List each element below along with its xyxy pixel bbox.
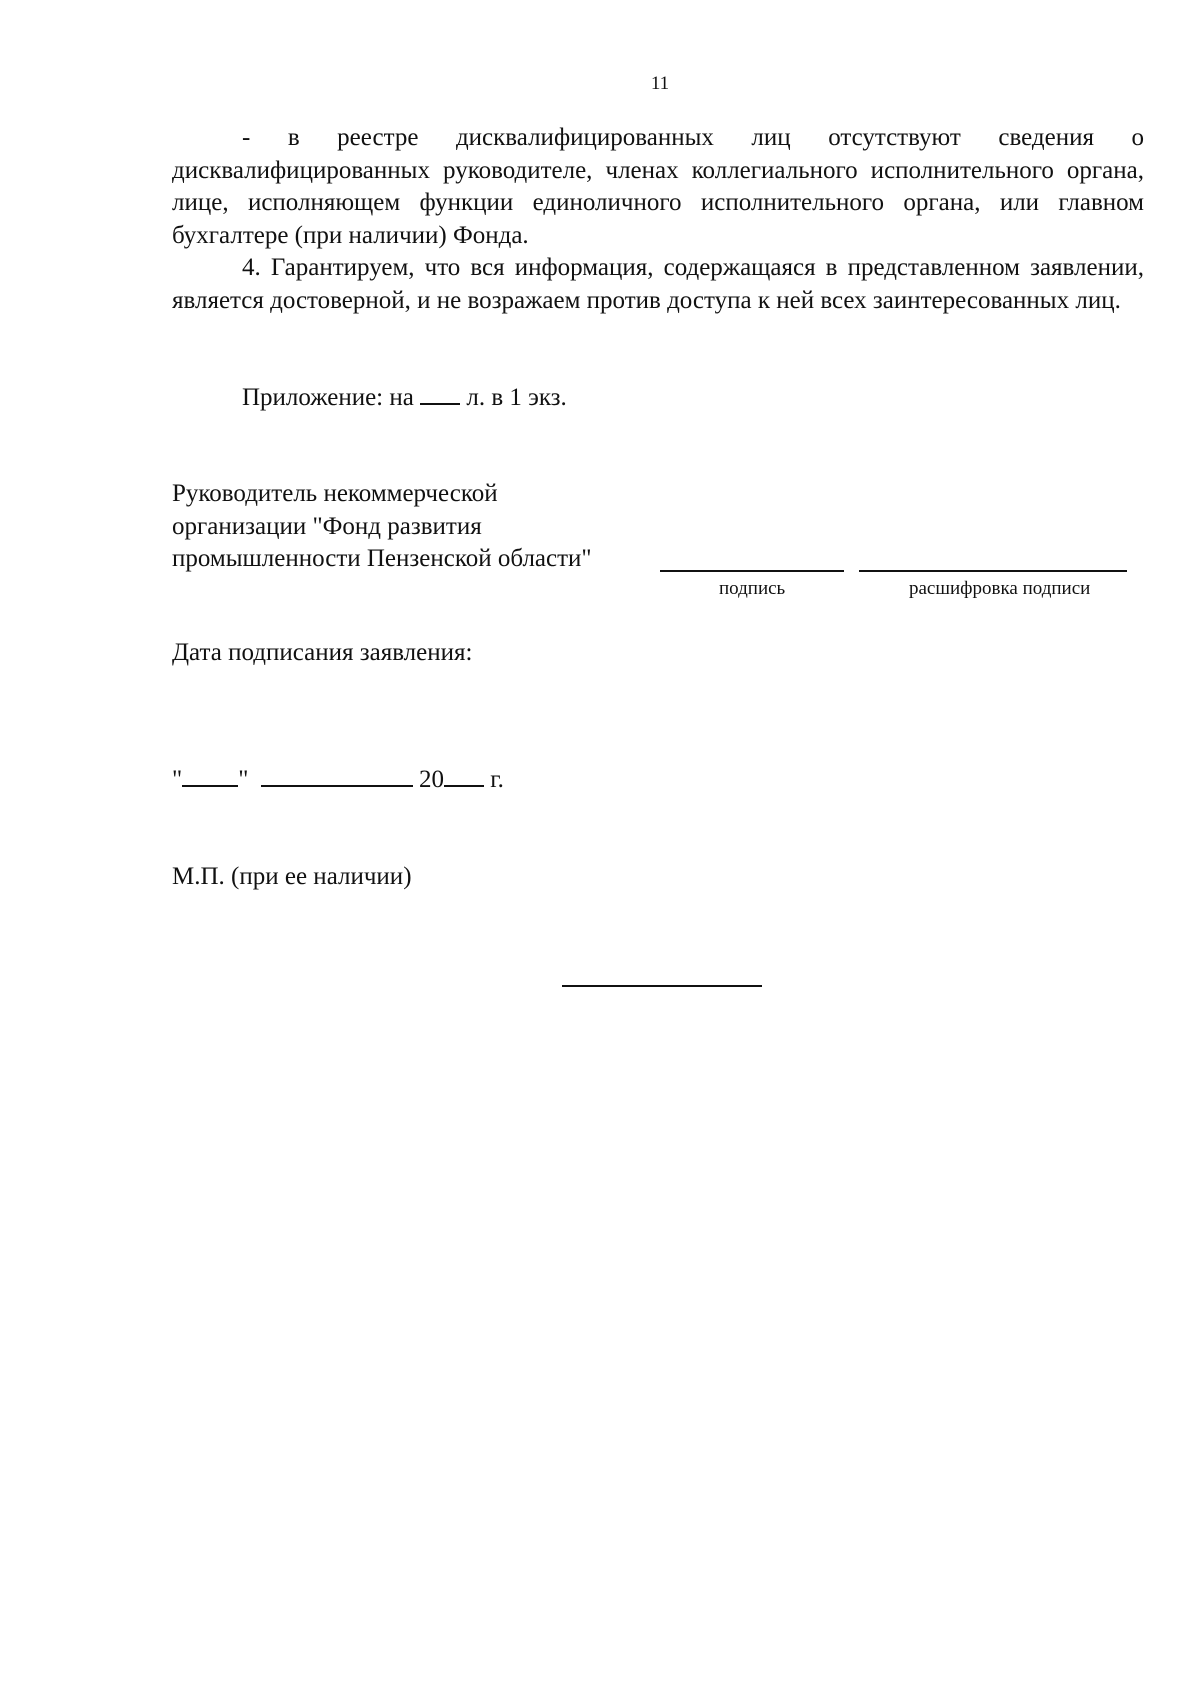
stamp-note: М.П. (при ее наличии) — [172, 863, 412, 890]
day-blank — [182, 784, 238, 787]
date-close-quote: " — [238, 766, 249, 793]
page-number: 11 — [650, 73, 670, 94]
date-fill-line — [172, 764, 504, 796]
year-suffix: г. — [490, 766, 504, 793]
body-text — [172, 122, 1144, 317]
annex-pages-blank — [420, 402, 460, 405]
year-prefix: 20 — [418, 766, 444, 793]
month-blank — [261, 784, 413, 787]
signer-line-3: промышленности Пензенской области" — [172, 545, 592, 572]
year-blank — [444, 784, 484, 787]
signing-date-label: Дата подписания заявления: — [172, 639, 473, 666]
annex-suffix: л. в 1 экз. — [466, 384, 567, 411]
paragraph-disqualified-registry: - в реестре дисквалифицированных лиц отсутствуют сведения о дисквалифицированных руководителе, членах коллегиального исполнительного органа, лице, исполняющем функции единоличного исполнительного органа, или главном бухгалтере (при наличии) Фонда. — [172, 124, 1144, 249]
end-of-document-rule — [562, 985, 762, 987]
signature-decoding-caption: расшифровка подписи — [909, 578, 1091, 599]
signature-blank-line — [660, 570, 844, 572]
date-open-quote: " — [172, 766, 183, 793]
annex-prefix: Приложение: на — [242, 384, 414, 411]
paragraph-guarantee: 4. Гарантируем, что вся информация, содержащаяся в представленном заявлении, является достоверной, и не возражаем против доступа к ней всех заинтересованных лиц. — [172, 254, 1144, 314]
annex-line — [242, 382, 567, 414]
signature-caption: подпись — [719, 578, 786, 599]
signer-line-2: организации "Фонд развития — [172, 512, 482, 540]
signer-block — [172, 478, 592, 576]
signer-line-1: Руководитель некоммерческой — [172, 480, 498, 507]
signature-decoding-blank-line — [859, 570, 1127, 572]
